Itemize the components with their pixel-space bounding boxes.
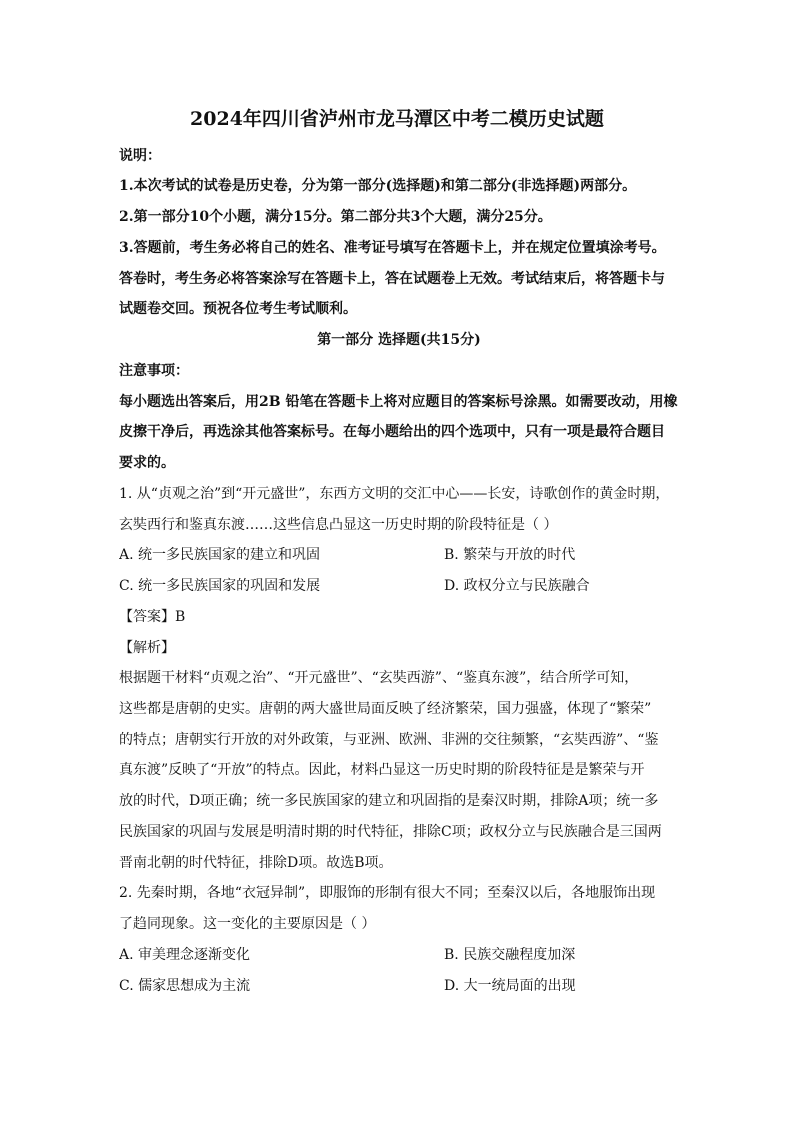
notes-label: 注意事项：: [119, 363, 189, 379]
q1-analysis-line-1: 根据题干材料“贞观之治”、“开元盛世”、“玄奘西游”、“鉴真东渡”，结合所学可知，: [119, 670, 639, 686]
notes-line-1: 每小题选出答案后，用2B 铅笔在答题卡上将对应题目的答案标号涂黑。如需要改动，用橡: [119, 394, 678, 410]
instruction-line-2: 2.第一部分10个小题，满分15分。第二部分共3个大题，满分25分。: [119, 209, 552, 225]
page-title: 2024年四川省泸州市龙马潭区中考二模历史试题: [190, 108, 604, 130]
q2-option-c: C. 儒家思想成为主流: [119, 978, 251, 994]
q1-answer: 【答案】B: [119, 609, 186, 625]
part1-heading: 第一部分 选择题(共15分): [317, 332, 481, 348]
q1-stem-line-2: 玄奘西行和鉴真东渡……这些信息凸显这一历史时期的阶段特征是（ ）: [119, 517, 558, 533]
q1-analysis-line-2: 这些都是唐朝的史实。唐朝的两大盛世局面反映了经济繁荣，国力强盛，体现了“繁荣”: [119, 701, 652, 717]
q1-analysis-line-6: 民族国家的巩固与发展是明清时期的时代特征，排除C项；政权分立与民族融合是三国两: [119, 824, 662, 840]
q2-option-b: B. 民族交融程度加深: [444, 947, 576, 963]
notes-line-2: 皮擦干净后，再选涂其他答案标号。在每小题给出的四个选项中，只有一项是最符合题目: [119, 424, 665, 440]
instruction-line-4: 答卷时，考生务必将答案涂写在答题卡上，答在试题卷上无效。考试结束后，将答题卡与: [119, 271, 665, 287]
q2-stem-line-1: 2. 先秦时期，各地“衣冠异制”，即服饰的形制有很大不同；至秦汉以后，各地服饰出现: [119, 885, 656, 901]
instruction-line-1: 1.本次考试的试卷是历史卷，分为第一部分(选择题)和第二部分(非选择题)两部分。: [119, 178, 637, 194]
q1-analysis-line-5: 放的时代，D项正确；统一多民族国家的建立和巩固指的是秦汉时期，排除A项；统一多: [119, 793, 659, 809]
q1-option-c: C. 统一多民族国家的巩固和发展: [119, 578, 321, 594]
q1-analysis-line-3: 的特点；唐朝实行开放的对外政策，与亚洲、欧洲、非洲的交往频繁，“玄奘西游”、“鉴: [119, 732, 659, 748]
q1-analysis-line-4: 真东渡”反映了“开放”的特点。因此，材料凸显这一历史时期的阶段特征是是繁荣与开: [119, 762, 645, 778]
instruction-line-3: 3.答题前，考生务必将自己的姓名、准考证号填写在答题卡上，并在规定位置填涂考号。: [119, 240, 666, 256]
q1-analysis-label: 【解析】: [119, 640, 175, 656]
instruction-line-5: 试题卷交回。预祝各位考生考试顺利。: [119, 301, 357, 317]
q1-analysis-line-7: 晋南北朝的时代特征，排除D项。故选B项。: [119, 855, 393, 871]
q1-option-b: B. 繁荣与开放的时代: [444, 547, 576, 563]
q2-option-d: D. 大一统局面的出现: [444, 978, 576, 994]
q2-option-a: A. 审美理念逐渐变化: [119, 947, 251, 963]
q1-option-d: D. 政权分立与民族融合: [444, 578, 590, 594]
q2-stem-line-2: 了趋同现象。这一变化的主要原因是（ ）: [119, 916, 376, 932]
q1-option-a: A. 统一多民族国家的建立和巩固: [119, 547, 321, 563]
instructions-label: 说明：: [119, 148, 161, 164]
notes-line-3: 要求的。: [119, 455, 175, 471]
q1-stem-line-1: 1. 从“贞观之治”到“开元盛世”，东西方文明的交汇中心——长安，诗歌创作的黄金时期，: [119, 486, 670, 502]
